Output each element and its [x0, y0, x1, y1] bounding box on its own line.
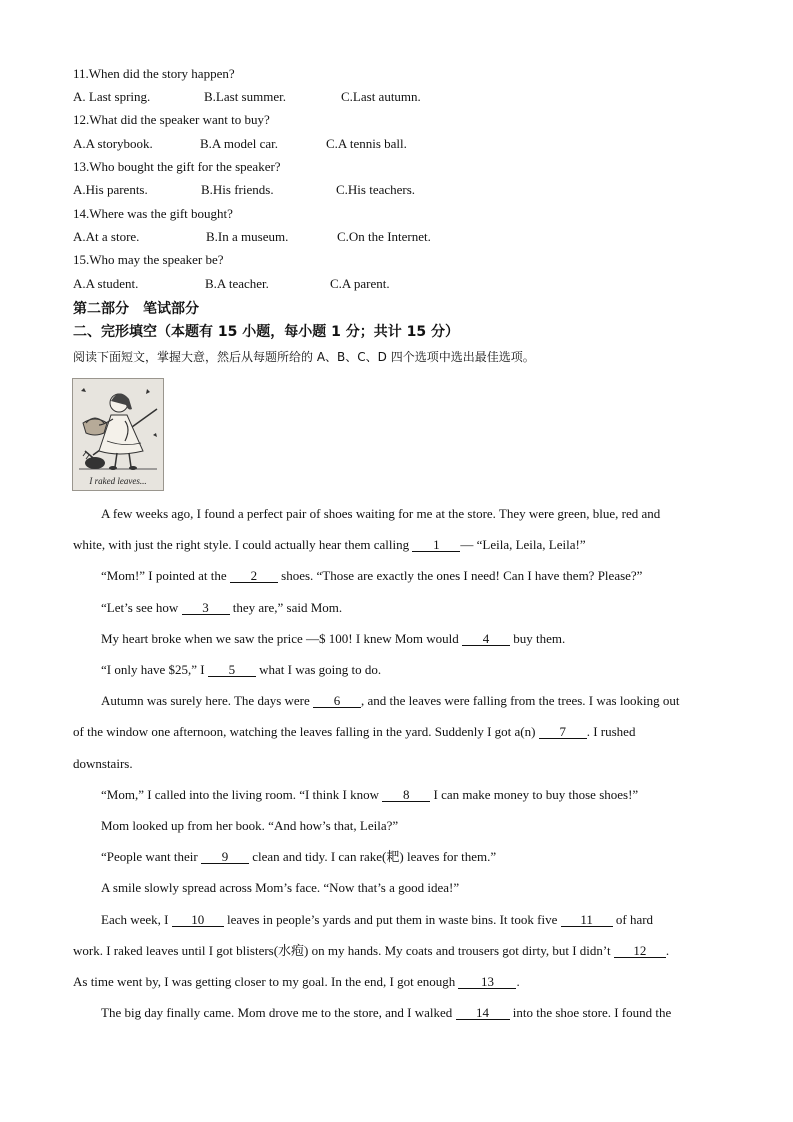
illustration-girl-raking-leaves	[72, 378, 164, 491]
blank-8: 8	[382, 788, 430, 802]
passage-line: A smile slowly spread across Mom’s face. “Now that’s a good idea!”	[101, 880, 460, 895]
passage-text: I can make money to buy those shoes!”	[430, 787, 639, 802]
blank-4: 4	[462, 632, 510, 646]
passage-line	[101, 912, 749, 928]
girl-raking-leaves-drawing	[73, 379, 163, 477]
passage-text: they are,” said Mom.	[229, 600, 343, 615]
passage-line	[101, 849, 749, 865]
blank-3: 3	[182, 601, 230, 615]
passage-text: leaves in people’s yards and put them in waste bins. It took five	[223, 912, 561, 927]
option-a: A.His parents.	[73, 182, 148, 197]
blank-1: 1	[412, 538, 460, 552]
part-title: 第二部分 笔试部分	[73, 301, 199, 317]
question-14: 14.Where was the gift bought?	[73, 206, 233, 221]
passage-line	[73, 724, 721, 740]
passage-text: work. I raked leaves until I got blisters(水疱) on my hands. My coats and trousers got dirty, but I didn’t	[73, 943, 614, 958]
option-b: B.A model car.	[200, 136, 278, 151]
passage-text: “I only have $25,” I	[101, 662, 208, 677]
illustration-caption: I raked leaves...	[89, 476, 147, 486]
passage-text: The big day finally came. Mom drove me to the store, and I walked	[101, 1005, 456, 1020]
passage-line	[101, 662, 749, 678]
question-11: 11.When did the story happen?	[73, 66, 235, 81]
blank-9: 9	[201, 850, 249, 864]
passage-line	[101, 787, 749, 803]
option-a: A. Last spring.	[73, 89, 151, 104]
passage-text: My heart broke when we saw the price —$ 100! I knew Mom would	[101, 631, 463, 646]
option-a: A.A storybook.	[73, 136, 153, 151]
option-b: B.Last summer.	[204, 89, 286, 104]
passage-text: white, with just the right style. I could actually hear them calling	[73, 537, 413, 552]
passage-text: what I was going to do.	[255, 662, 382, 677]
passage-line	[101, 1005, 749, 1021]
blank-14: 14	[456, 1006, 510, 1020]
passage-text: of hard	[612, 912, 654, 927]
blank-13: 13	[458, 975, 516, 989]
blank-11: 11	[561, 913, 613, 927]
passage-text: “Let’s see how	[101, 600, 182, 615]
option-c: C.On the Internet.	[337, 229, 431, 244]
option-a: A.At a store.	[73, 229, 140, 244]
passage-text: of the window one afternoon, watching the leaves falling in the yard. Suddenly I got a(n)	[73, 724, 539, 739]
blank-7: 7	[539, 725, 587, 739]
question-12: 12.What did the speaker want to buy?	[73, 112, 270, 127]
passage-line	[73, 974, 721, 990]
passage-text: .	[665, 943, 670, 958]
option-c: C.A parent.	[330, 276, 390, 291]
passage-text: Autumn was surely here. The days were	[101, 693, 314, 708]
passage-text: .	[516, 974, 520, 989]
blank-12: 12	[614, 944, 666, 958]
cloze-title: 二、完形填空（本题有 15 小题，每小题 1 分；共计 15 分）	[73, 324, 459, 340]
passage-line: A few weeks ago, I found a perfect pair of shoes waiting for me at the store. They were green, blue, red and	[101, 506, 661, 521]
passage-text: “Mom,” I called into the living room. “I think I know	[101, 787, 383, 802]
passage-line	[101, 600, 749, 616]
option-c: C.A tennis ball.	[326, 136, 407, 151]
passage-line	[101, 568, 749, 584]
passage-text: clean and tidy. I can rake(耙) leaves for them.”	[249, 849, 497, 864]
passage-text: shoes. “Those are exactly the ones I need! Can I have them? Please?”	[277, 568, 643, 583]
question-13: 13.Who bought the gift for the speaker?	[73, 159, 281, 174]
option-c: C.Last autumn.	[341, 89, 421, 104]
passage-line	[101, 693, 749, 709]
blank-2: 2	[230, 569, 278, 583]
passage-line	[73, 537, 721, 553]
option-a: A.A student.	[73, 276, 139, 291]
passage-text: buy them.	[510, 631, 566, 646]
passage-text: Each week, I	[101, 912, 172, 927]
passage-text: “Mom!” I pointed at the	[101, 568, 230, 583]
passage-line	[73, 943, 721, 959]
passage-text: into the shoe store. I found the	[509, 1005, 672, 1020]
passage-line	[101, 631, 749, 647]
passage-text: , and the leaves were falling from the trees. I was looking out	[361, 693, 680, 708]
option-b: B.In a museum.	[206, 229, 289, 244]
passage-line: downstairs.	[73, 756, 133, 771]
option-c: C.His teachers.	[336, 182, 416, 197]
passage-text: . I rushed	[586, 724, 636, 739]
cloze-instruction: 阅读下面短文，掌握大意，然后从每题所给的 A、B、C、D 四个选项中选出最佳选项。	[73, 350, 535, 364]
blank-5: 5	[208, 663, 256, 677]
passage-text: “People want their	[101, 849, 201, 864]
passage-text: As time went by, I was getting closer to my goal. In the end, I got enough	[73, 974, 459, 989]
blank-10: 10	[172, 913, 224, 927]
blank-6: 6	[313, 694, 361, 708]
option-b: B.A teacher.	[205, 276, 269, 291]
option-b: B.His friends.	[201, 182, 274, 197]
passage-text: — “Leila, Leila, Leila!”	[460, 537, 586, 552]
passage-line: Mom looked up from her book. “And how’s that, Leila?”	[101, 818, 399, 833]
question-15: 15.Who may the speaker be?	[73, 252, 224, 267]
